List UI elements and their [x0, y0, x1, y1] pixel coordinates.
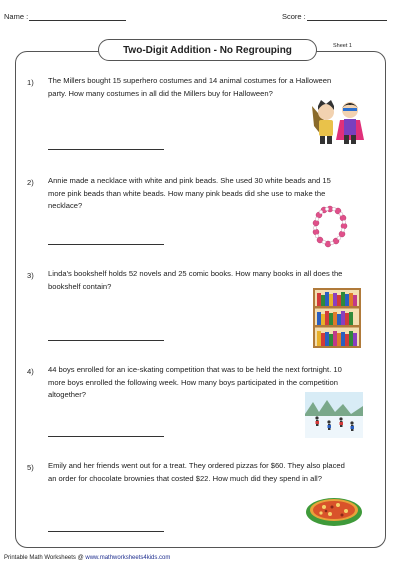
- question-text: Linda's bookshelf holds 52 novels and 25 comic books. How many books in all does the bookshelf contain?: [48, 269, 343, 291]
- question-number: 1): [27, 78, 34, 87]
- answer-line[interactable]: [48, 531, 164, 532]
- footer-link[interactable]: www.mathworksheets4kids.com: [85, 555, 171, 561]
- name-field[interactable]: [29, 20, 126, 21]
- name-label: Name :: [4, 12, 29, 21]
- worksheet-title: Two-Digit Addition - No Regrouping: [98, 39, 317, 61]
- pizza-icon: [305, 495, 363, 527]
- question-text: Annie made a necklace with white and pink beads. She used 30 white beads and 15 more pink beads than white beads. How many pink beads did she use to make the necklace?: [48, 176, 331, 210]
- kids-costume-icon: [310, 96, 365, 146]
- ice-skating-scene-icon: [305, 392, 363, 438]
- answer-line[interactable]: [48, 244, 164, 245]
- question-number: 4): [27, 367, 34, 376]
- answer-line[interactable]: [48, 340, 164, 341]
- question-text: 44 boys enrolled for an ice-skating competition that was to be held the next fortnight. 10 more boys enrolled the following week. How many boys participated in the competition altogether?: [48, 365, 342, 399]
- sheet-number: Sheet 1: [333, 43, 352, 49]
- question-number: 5): [27, 463, 34, 472]
- score-label: Score :: [282, 12, 306, 21]
- question-number: 3): [27, 271, 34, 280]
- bead-necklace-icon: [310, 204, 350, 248]
- answer-line[interactable]: [48, 436, 164, 437]
- bookshelf-icon: [313, 288, 361, 348]
- footer: [4, 555, 170, 561]
- score-field[interactable]: [307, 20, 387, 21]
- question-number: 2): [27, 178, 34, 187]
- question-text: The Millers bought 15 superhero costumes and 14 animal costumes for a Halloween party. How many costumes in all did the Millers buy for Halloween?: [48, 76, 332, 98]
- answer-line[interactable]: [48, 149, 164, 150]
- footer-prefix: Printable Math Worksheets @: [4, 555, 86, 561]
- question-text: Emily and her friends went out for a treat. They ordered pizzas for $60. They also placed an order for chocolate brownies that costed $22. How much did they spend in all?: [48, 461, 345, 483]
